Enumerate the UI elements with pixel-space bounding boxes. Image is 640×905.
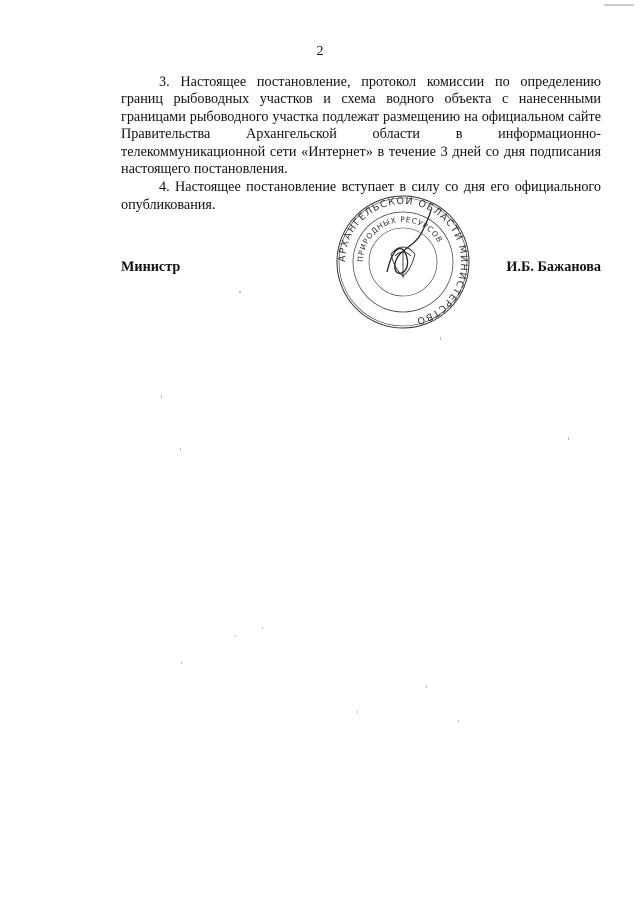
page-number: 2 — [316, 44, 324, 59]
scan-speck — [181, 662, 182, 664]
seal-outer-text: АРХАНГЕЛЬСКОЙ ОБЛАСТИ МИНИСТЕРСТВО — [336, 195, 470, 327]
paragraph-4: 4. Настоящее постановление вступает в силу со дня его официального опубликования. — [121, 179, 601, 213]
scan-speck — [161, 395, 162, 398]
scan-artifact — [604, 4, 634, 6]
scan-speck — [458, 720, 459, 722]
seal-inner-text: ПРИРОДНЫХ РЕСУРСОВ — [355, 214, 445, 263]
scan-speck — [239, 291, 241, 293]
scan-speck — [426, 685, 427, 688]
scan-speck — [440, 337, 441, 340]
scan-speck — [262, 627, 263, 629]
paragraph-3: 3. Настоящее постановление, протокол комиссии по определению границ рыбоводных участков и схема водного объекта с нанесенными границами рыбоводного участка подлежат размещению на официальном сайте Правительства Архангельской области в информационно-телекоммуникационной сети «Интернет» в течение 3 дней со дня подписания настоящего постановления. — [121, 74, 601, 178]
scan-speck — [180, 448, 181, 451]
signatory-name: И.Б. Бажанова — [506, 259, 601, 275]
scan-speck — [235, 635, 236, 637]
scan-speck — [568, 437, 569, 440]
signatory-title: Министр — [121, 259, 181, 275]
scan-speck — [357, 711, 358, 713]
official-seal-stamp — [333, 192, 473, 332]
